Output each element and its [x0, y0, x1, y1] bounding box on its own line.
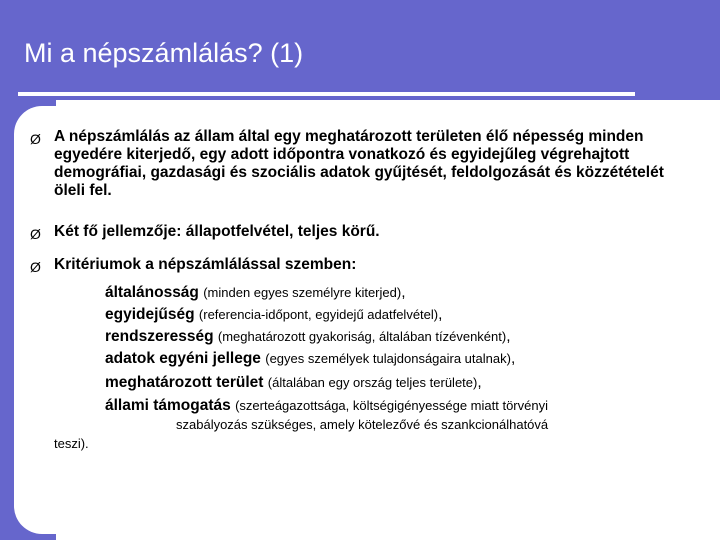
bullet-arrow-icon: Ø — [30, 259, 41, 275]
criterion-description: (egyes személyek tulajdonságaira utalnak) — [265, 351, 511, 366]
bullet-main-features: Két fő jellemzője: állapotfelvétel, teljes körű. — [54, 223, 380, 240]
criterion-description: (minden egyes személyre kiterjed) — [203, 285, 402, 300]
criterion-simultaneity: egyidejűség (referencia-időpont, egyidejű adatfelvétel), — [105, 306, 443, 323]
criterion-term: rendszeresség — [105, 328, 214, 345]
bullet-criteria-heading: Kritériumok a népszámlálással szemben: — [54, 256, 357, 273]
criterion-individual-data: adatok egyéni jellege (egyes személyek tulajdonságaira utalnak), — [105, 350, 516, 367]
criterion-regularity: rendszeresség (meghatározott gyakoriság, általában tízévenként), — [105, 328, 511, 345]
criterion-description: (meghatározott gyakoriság, általában tízévenként) — [217, 329, 507, 344]
criterion-defined-territory: meghatározott terület (általában egy ország teljes területe), — [105, 374, 482, 391]
criterion-term: egyidejűség — [105, 306, 195, 323]
slide-title: Mi a népszámlálás? (1) — [24, 38, 304, 68]
criterion-continuation: szabályozás szükséges, amely kötelezővé és szankcionálhatóvá — [176, 417, 549, 432]
criterion-description: (szerteágazottsága, költségigényessége miatt törvényi — [235, 398, 548, 413]
bullet-definition: A népszámlálás az állam által egy meghatározott területen élő népesség minden egyedére kiterjedő, egy adott időpontra vonatkozó és egyidejűleg végrehajtott demográfiai, gazdasági és szociális adatok gyűjtését, feldolgozását és közzétételét öleli fel. — [54, 128, 664, 199]
title-underline — [18, 92, 635, 96]
criterion-term: általánosság — [105, 284, 199, 301]
criterion-state-support — [105, 397, 548, 415]
criterion-description: (referencia-időpont, egyidejű adatfelvétel) — [198, 307, 439, 322]
criterion-description: (általában egy ország teljes területe) — [267, 375, 478, 390]
criterion-closing: teszi). — [54, 436, 89, 451]
criterion-universality: általánosság (minden egyes személyre kiterjed), — [105, 284, 406, 301]
bullet-arrow-icon: Ø — [30, 226, 41, 242]
bullet-arrow-icon: Ø — [30, 131, 41, 147]
criterion-term: állami támogatás — [105, 397, 231, 414]
criterion-term: adatok egyéni jellege — [105, 350, 261, 367]
criterion-term: meghatározott terület — [105, 374, 264, 391]
